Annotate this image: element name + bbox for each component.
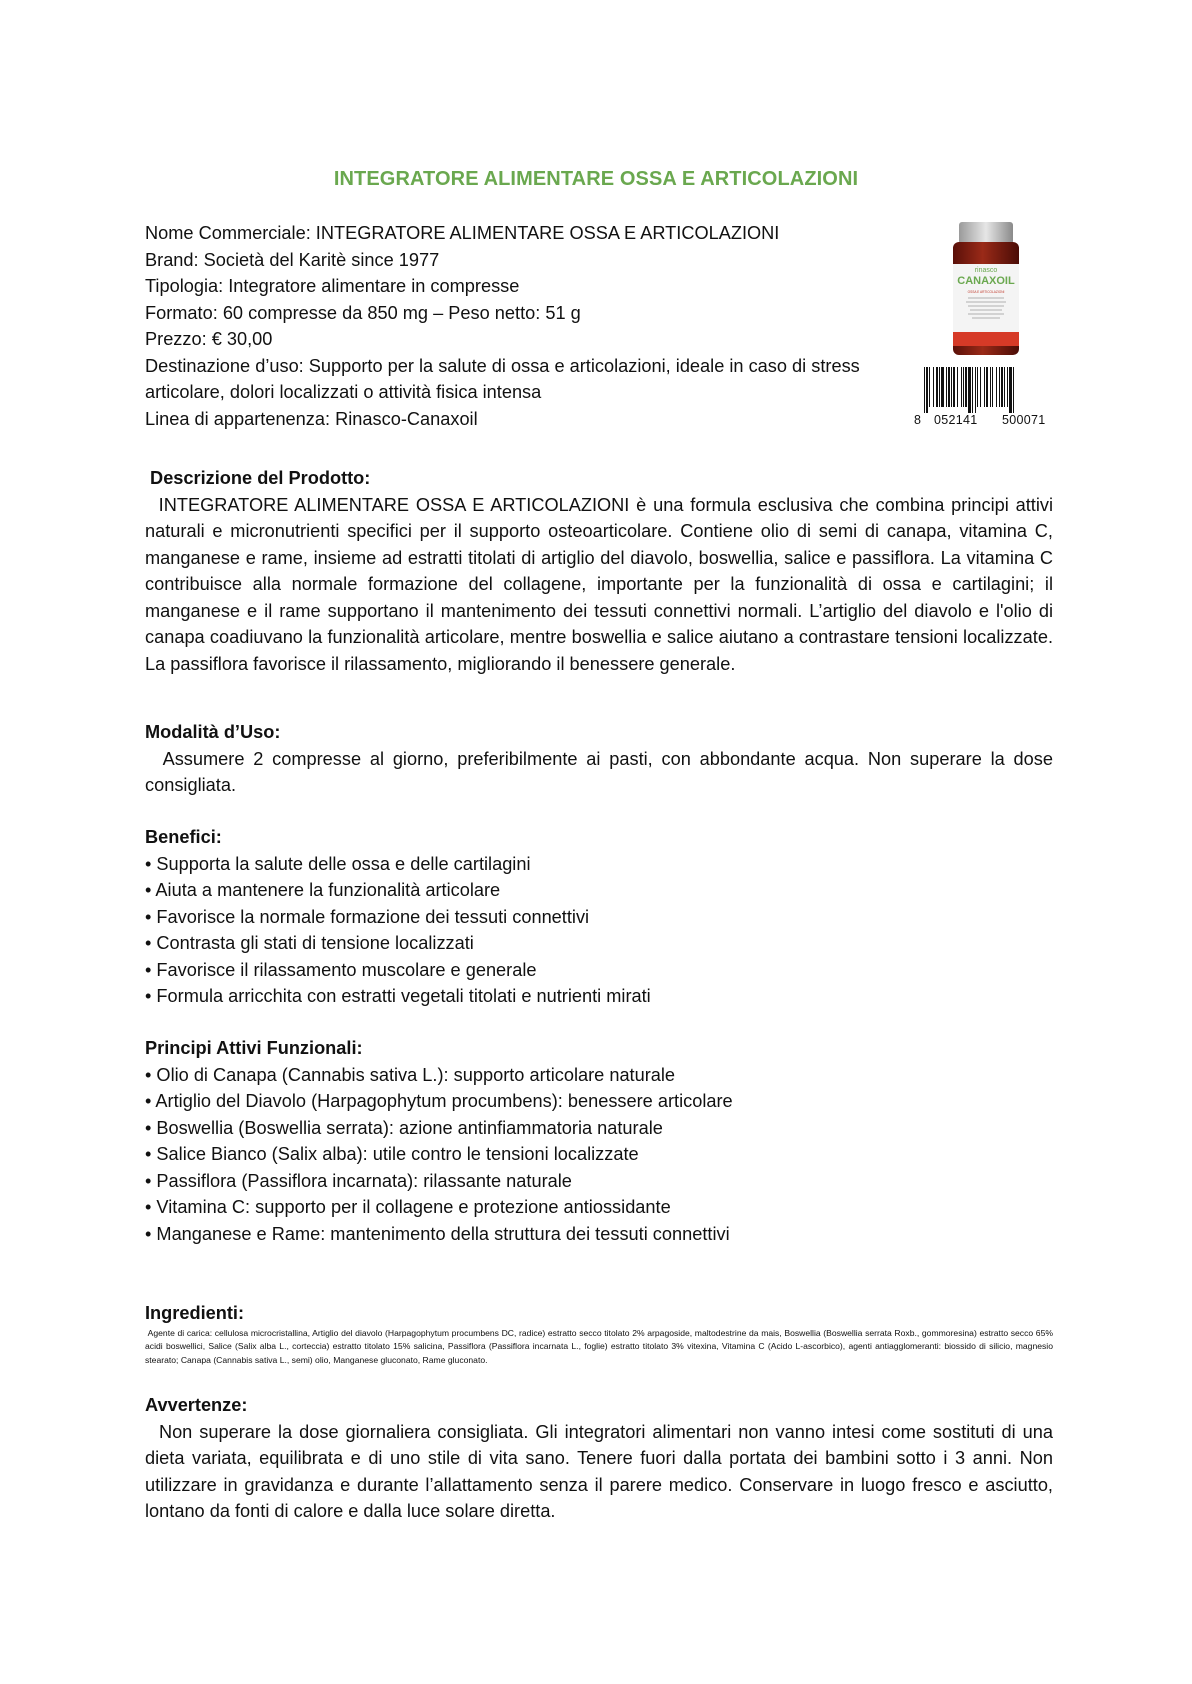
info-nome: Nome Commerciale: INTEGRATORE ALIMENTARE OSSA E ARTICOLAZIONI xyxy=(145,223,780,243)
product-image xyxy=(948,220,1024,357)
info-tipologia: Tipologia: Integratore alimentare in compresse xyxy=(145,276,520,296)
barcode-bars xyxy=(914,367,1056,413)
barcode-bar xyxy=(924,367,925,413)
principi-item: • Olio di Canapa (Cannabis sativa L.): supporto articolare naturale xyxy=(145,1064,676,1085)
principi-item: • Salice Bianco (Salix alba): utile contro le tensioni localizzate xyxy=(145,1144,639,1164)
benefici-item: • Favorisce la normale formazione dei tessuti connettivi xyxy=(145,906,590,927)
barcode-bar xyxy=(972,367,973,413)
barcode-bar xyxy=(926,367,928,413)
modalita-heading: Modalità d’Uso: xyxy=(145,722,281,742)
barcode-bar xyxy=(984,367,985,407)
barcode-bar xyxy=(1004,367,1005,407)
ingredienti-text: Agente di carica: cellulosa microcristallina, Artiglio del diavolo (Harpagophytum procumbens DC, radice) estratto secco titolato 2% arpagoside, maltodestrine da mais, Boswellia (Boswellia serrata Roxb., gommoresina) estratto secco 65% acidi boswellici, Salice (Salix alba L., corteccia) estratto titolato 15% salicina, Passiflora (Passiflora incarnata L., foglie) estratto titolato 3% vitexina, Vitamina C (Acido L-ascorbico), agenti antiagglomeranti: biossido di silicio, magnesio stearato; Canapa (Cannabis sativa L., semi) olio, Manganese gluconato, Rame gluconato. xyxy=(145,1327,1056,1365)
bottle-cap xyxy=(959,222,1013,244)
benefici-heading: Benefici: xyxy=(145,827,222,847)
bottle-label-band xyxy=(953,332,1019,346)
barcode-bar xyxy=(948,367,950,407)
benefici-section xyxy=(145,824,1053,1010)
benefici-item: • Aiuta a mantenere la funzionalità articolare xyxy=(145,880,501,900)
benefici-item: • Formula arricchita con estratti vegetali titolati e nutrienti mirati xyxy=(145,986,651,1006)
barcode-bar xyxy=(933,367,934,407)
barcode-bar xyxy=(965,367,967,407)
info-linea: Linea di appartenenza: Rinasco-Canaxoil xyxy=(145,408,478,429)
barcode-first-digit: 8 xyxy=(914,413,921,427)
principi-section xyxy=(145,1035,1053,1247)
barcode-bar xyxy=(977,367,978,407)
barcode-bar xyxy=(936,367,938,407)
info-prezzo: Prezzo: € 30,00 xyxy=(145,329,273,349)
info-destinazione: Destinazione d’uso: Supporto per la salute di ossa e articolazioni, ideale in caso di stress articolare, dolori localizzati o attività fisica intensa xyxy=(145,355,860,402)
bottle-name: CANAXOIL xyxy=(957,275,1015,287)
barcode-bar xyxy=(1013,367,1014,413)
modalita-text: Assumere 2 compresse al giorno, preferibilmente ai pasti, con abbondante acqua. Non superare la dose consigliata. xyxy=(145,748,1059,795)
benefici-item: • Favorisce il rilassamento muscolare e generale xyxy=(145,959,537,980)
avvertenze-section xyxy=(145,1392,1059,1525)
barcode-group-2: 500071 xyxy=(1002,413,1046,427)
principi-heading: Principi Attivi Funzionali: xyxy=(145,1038,363,1058)
principi-item: • Artiglio del Diavolo (Harpagophytum procumbens): benessere articolare xyxy=(145,1091,733,1111)
document-title: INTEGRATORE ALIMENTARE OSSA E ARTICOLAZIONI xyxy=(333,168,859,190)
avvertenze-text: Non superare la dose giornaliera consigliata. Gli integratori alimentari non vanno intesi come sostituti di una dieta variata, equilibrata e di uno stile di vita sano. Tenere fuori dalla portata dei bambini sotto i 3 anni. Non utilizzare in gravidanza e durante l’allattamento senza il parere medico. Conservare in luogo fresco e asciutto, lontano da fonti di calore e dalla luce solare diretta. xyxy=(145,1421,1059,1521)
principi-item: • Vitamina C: supporto per il collagene e protezione antiossidante xyxy=(145,1197,671,1217)
barcode-bar xyxy=(975,367,976,413)
barcode-bar xyxy=(957,367,958,407)
bottle-subtitle: OSSA E ARTICOLAZIONI xyxy=(967,290,1005,294)
ingredienti-section xyxy=(145,1300,1056,1367)
benefici-item: • Contrasta gli stati di tensione localizzati xyxy=(145,933,474,953)
barcode-bar xyxy=(968,367,971,413)
barcode-bar xyxy=(961,367,962,407)
barcode xyxy=(914,367,1056,427)
descrizione-section xyxy=(145,465,1059,677)
barcode-bar xyxy=(1009,367,1012,413)
info-formato: Formato: 60 compresse da 850 mg – Peso netto: 51 g xyxy=(145,302,581,323)
descrizione-text: INTEGRATORE ALIMENTARE OSSA E ARTICOLAZIONI è una formula esclusiva che combina principi attivi naturali e micronutrienti specifici per il supporto osteoarticolare. Contiene olio di semi di canapa, vitamina C, manganese e rame, insieme ad estratti titolati di artiglio del diavolo, boswellia, salice e passiflora. La vitamina C contribuisce alla normale formazione del collagene, importante per la funzionalità di ossa e cartilagini; il manganese e il rame supportano il mantenimento dei tessuti connettivi normali. L’artiglio del diavolo e l'olio di canapa coadiuvano la funzionalità articolare, mentre boswellia e salice aiutano a contrastare tensioni localizzate. La passiflora favorisce il rilassamento, migliorando il benessere generale. xyxy=(145,494,1059,674)
barcode-bar xyxy=(996,367,997,407)
principi-item: • Passiflora (Passiflora incarnata): rilassante naturale xyxy=(145,1170,572,1191)
bottle-brand: rinasco xyxy=(974,267,998,274)
barcode-bar xyxy=(1007,367,1008,407)
info-brand: Brand: Società del Karitè since 1977 xyxy=(145,249,440,270)
principi-item: • Boswellia (Boswellia serrata): azione antinfiammatoria naturale xyxy=(145,1117,663,1138)
barcode-group-1: 052141 xyxy=(934,413,978,427)
principi-item: • Manganese e Rame: mantenimento della struttura dei tessuti connettivi xyxy=(145,1223,730,1244)
barcode-bar xyxy=(990,367,991,407)
modalita-section xyxy=(145,719,1059,799)
barcode-bar xyxy=(999,367,1000,407)
barcode-bar xyxy=(986,367,988,407)
barcode-bar xyxy=(951,367,952,407)
descrizione-heading: Descrizione del Prodotto: xyxy=(145,468,371,488)
barcode-bar xyxy=(953,367,955,407)
product-info-block xyxy=(145,220,905,432)
barcode-bar xyxy=(939,367,940,407)
ingredienti-heading: Ingredienti: xyxy=(145,1303,245,1323)
avvertenze-heading: Avvertenze: xyxy=(145,1395,248,1415)
barcode-bar xyxy=(929,367,930,407)
barcode-bar xyxy=(1001,367,1003,407)
benefici-item: • Supporta la salute delle ossa e delle cartilagini xyxy=(145,853,531,874)
barcode-bar xyxy=(963,367,964,407)
barcode-bar xyxy=(946,367,947,407)
barcode-bar xyxy=(941,367,944,407)
barcode-bar xyxy=(980,367,981,407)
barcode-bar xyxy=(992,367,993,407)
